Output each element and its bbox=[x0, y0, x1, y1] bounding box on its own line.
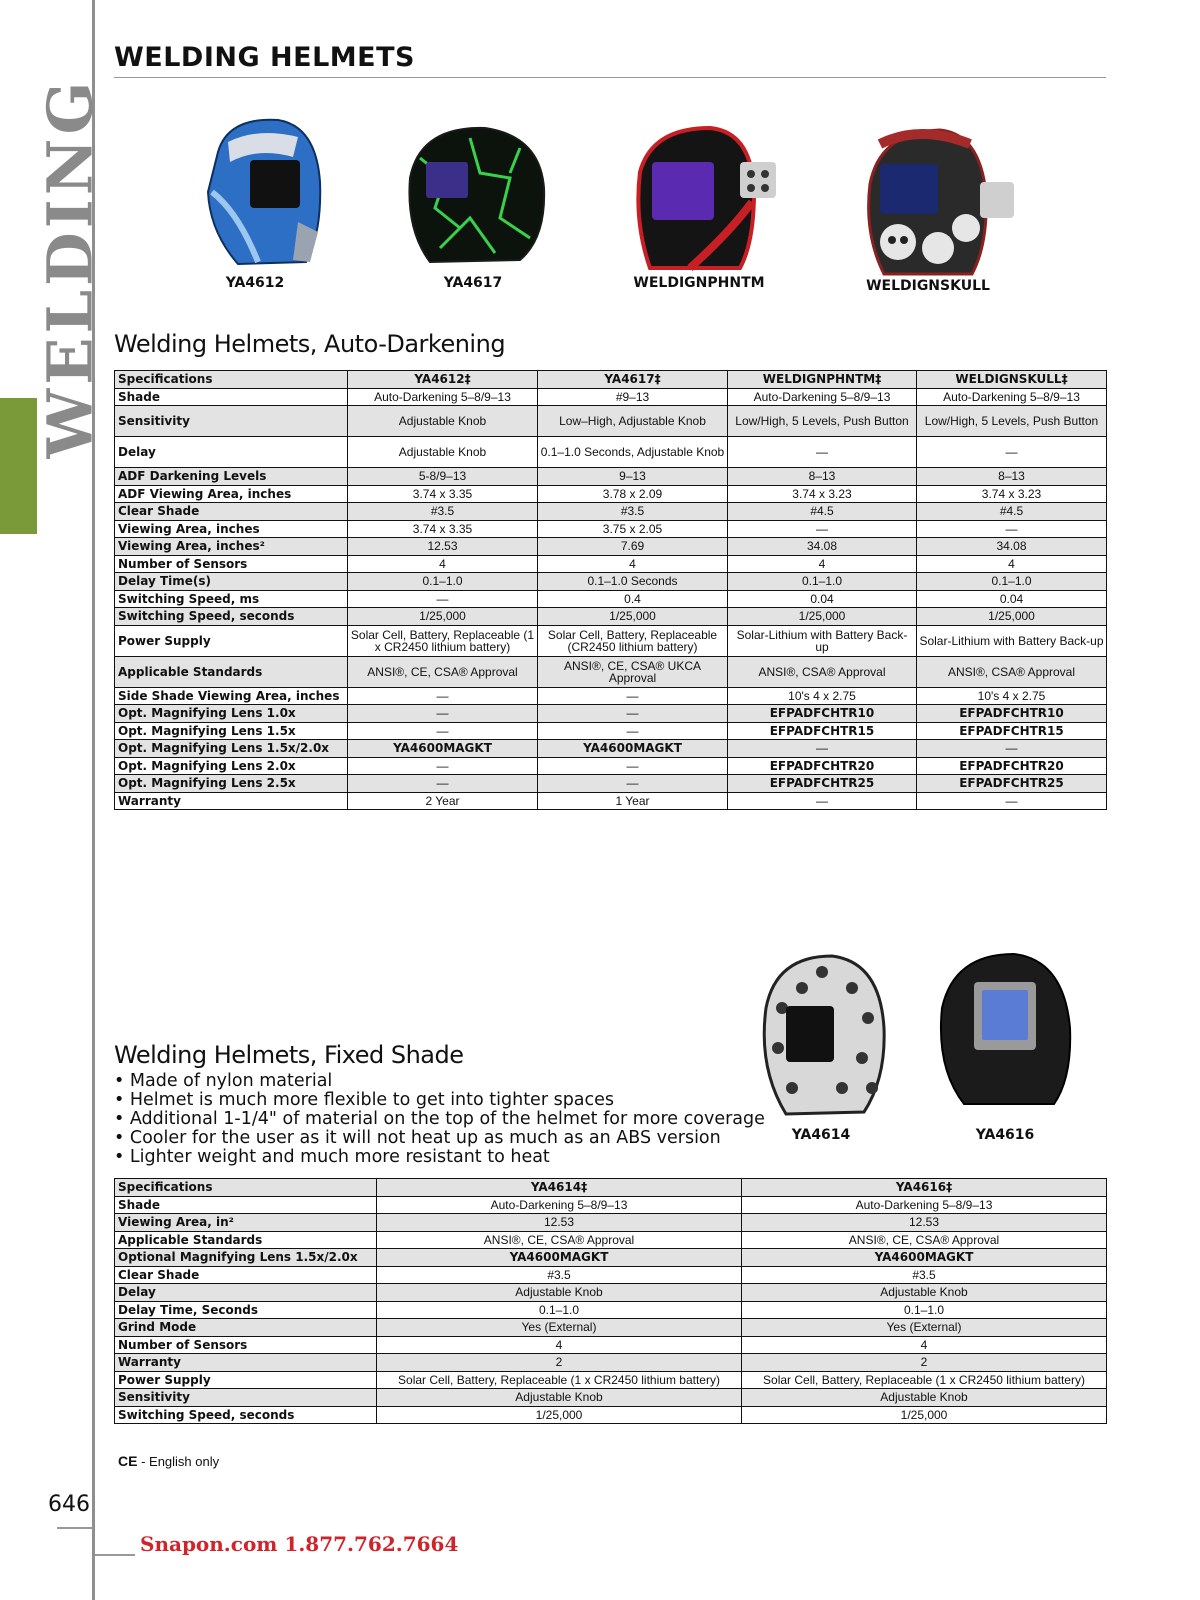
table-cell: Auto-Darkening 5–8/9–13 bbox=[348, 388, 538, 406]
table-cell: 34.08 bbox=[917, 538, 1107, 556]
table-cell: — bbox=[348, 705, 538, 723]
table-cell: 10's 4 x 2.75 bbox=[728, 687, 917, 705]
row-label-cell: Viewing Area, in² bbox=[115, 1214, 377, 1232]
table-cell: 4 bbox=[742, 1336, 1107, 1354]
table-cell: 1/25,000 bbox=[742, 1406, 1107, 1424]
table-header-cell: Specifications bbox=[115, 1179, 377, 1197]
table-cell: 0.1–1.0 bbox=[728, 573, 917, 591]
feature-bullet: • Additional 1-1/4" of material on the top of the helmet for more coverage bbox=[114, 1109, 765, 1129]
table-header-cell: YA4616‡ bbox=[742, 1179, 1107, 1197]
table-header-cell: YA4614‡ bbox=[377, 1179, 742, 1197]
table-cell: 0.1–1.0 bbox=[377, 1301, 742, 1319]
table-cell: Solar Cell, Battery, Replaceable (1 x CR2450 lithium battery) bbox=[377, 1371, 742, 1389]
row-label-cell: Shade bbox=[115, 1196, 377, 1214]
table-cell: 1/25,000 bbox=[538, 608, 728, 626]
page-number: 646 bbox=[48, 1492, 90, 1517]
table-cell: EFPADFCHTR20 bbox=[728, 757, 917, 775]
row-label-cell: Power Supply bbox=[115, 625, 348, 656]
table-cell: Solar Cell, Battery, Replaceable (1 x CR2450 lithium battery) bbox=[348, 625, 538, 656]
table-cell: — bbox=[538, 757, 728, 775]
row-label-cell: Clear Shade bbox=[115, 1266, 377, 1284]
table-cell: 12.53 bbox=[377, 1214, 742, 1232]
table-row bbox=[115, 573, 1107, 591]
table-cell: Low/High, 5 Levels, Push Button bbox=[917, 406, 1107, 437]
table-cell: — bbox=[917, 520, 1107, 538]
table-cell: 1/25,000 bbox=[728, 608, 917, 626]
table-row bbox=[115, 485, 1107, 503]
table-row bbox=[115, 437, 1107, 468]
row-label-cell: Delay Time(s) bbox=[115, 573, 348, 591]
table-cell: 0.04 bbox=[917, 590, 1107, 608]
table-cell: 10's 4 x 2.75 bbox=[917, 687, 1107, 705]
row-label-cell: Power Supply bbox=[115, 1371, 377, 1389]
row-label-cell: Sensitivity bbox=[115, 406, 348, 437]
table-cell: — bbox=[538, 722, 728, 740]
table-row bbox=[115, 792, 1107, 810]
table-cell: #3.5 bbox=[377, 1266, 742, 1284]
footer-rule bbox=[95, 1554, 135, 1556]
table-row bbox=[115, 555, 1107, 573]
table-cell: — bbox=[917, 437, 1107, 468]
table-row bbox=[115, 388, 1107, 406]
table-cell: — bbox=[728, 740, 917, 758]
table-cell: 0.1–1.0 Seconds, Adjustable Knob bbox=[538, 437, 728, 468]
row-label-cell: Sensitivity bbox=[115, 1389, 377, 1407]
row-label-cell: ADF Viewing Area, inches bbox=[115, 485, 348, 503]
table-cell: 4 bbox=[348, 555, 538, 573]
table-row bbox=[115, 757, 1107, 775]
table-row bbox=[115, 1249, 1107, 1267]
row-label-cell: Viewing Area, inches² bbox=[115, 538, 348, 556]
feature-bullet: • Made of nylon material bbox=[114, 1071, 333, 1091]
table-cell: — bbox=[728, 792, 917, 810]
helmet-label: YA4614 bbox=[791, 1127, 851, 1143]
table-cell: Adjustable Knob bbox=[377, 1284, 742, 1302]
table-row bbox=[115, 1284, 1107, 1302]
row-label-cell: Viewing Area, inches bbox=[115, 520, 348, 538]
table-cell: 3.74 x 3.35 bbox=[348, 520, 538, 538]
auto-darkening-spec-table bbox=[114, 370, 1107, 810]
table-cell: 1 Year bbox=[538, 792, 728, 810]
row-label-cell: Warranty bbox=[115, 792, 348, 810]
table-row bbox=[115, 1354, 1107, 1372]
table-cell: Solar Cell, Battery, Replaceable (1 x CR2450 lithium battery) bbox=[742, 1371, 1107, 1389]
row-label-cell: Applicable Standards bbox=[115, 656, 348, 687]
table-cell: ANSI®, CSA® Approval bbox=[728, 656, 917, 687]
table-cell: #4.5 bbox=[917, 503, 1107, 521]
table-cell: 0.1–1.0 Seconds bbox=[538, 573, 728, 591]
table-row bbox=[115, 1266, 1107, 1284]
table-cell: Auto-Darkening 5–8/9–13 bbox=[728, 388, 917, 406]
table-cell: 3.74 x 3.23 bbox=[917, 485, 1107, 503]
table-cell: ANSI®, CE, CSA® Approval bbox=[377, 1231, 742, 1249]
helmet-label: YA4612 bbox=[225, 275, 285, 291]
row-label-cell: Delay Time, Seconds bbox=[115, 1301, 377, 1319]
table-cell: 2 bbox=[377, 1354, 742, 1372]
footnote bbox=[118, 1453, 219, 1469]
table-cell: EFPADFCHTR25 bbox=[728, 775, 917, 793]
table-header-cell: YA4612‡ bbox=[348, 371, 538, 389]
table-cell: Yes (External) bbox=[742, 1319, 1107, 1337]
table-cell: EFPADFCHTR25 bbox=[917, 775, 1107, 793]
row-label-cell: Number of Sensors bbox=[115, 555, 348, 573]
table-cell: 4 bbox=[917, 555, 1107, 573]
table-header-cell: YA4617‡ bbox=[538, 371, 728, 389]
table-cell: Solar Cell, Battery, Replaceable (CR2450 lithium battery) bbox=[538, 625, 728, 656]
table-cell: EFPADFCHTR10 bbox=[728, 705, 917, 723]
row-label-cell: Switching Speed, seconds bbox=[115, 1406, 377, 1424]
table-cell: Adjustable Knob bbox=[377, 1389, 742, 1407]
table-header-cell: WELDIGNPHNTM‡ bbox=[728, 371, 917, 389]
helmet-label: WELDIGNSKULL bbox=[866, 278, 990, 294]
table-cell: 0.1–1.0 bbox=[742, 1301, 1107, 1319]
table-cell: 34.08 bbox=[728, 538, 917, 556]
footer-contact: Snapon.com 1.877.762.7664 bbox=[140, 1532, 459, 1556]
table-row bbox=[115, 705, 1107, 723]
row-label-cell: Delay bbox=[115, 1284, 377, 1302]
table-cell: ANSI®, CE, CSA® UKCA Approval bbox=[538, 656, 728, 687]
table-header-row bbox=[115, 371, 1107, 389]
table-row bbox=[115, 740, 1107, 758]
table-cell: #3.5 bbox=[348, 503, 538, 521]
table-cell: YA4600MAGKT bbox=[377, 1249, 742, 1267]
table-cell: 0.4 bbox=[538, 590, 728, 608]
page-title: WELDING HELMETS bbox=[114, 42, 415, 73]
table-cell: — bbox=[917, 740, 1107, 758]
table-cell: 2 Year bbox=[348, 792, 538, 810]
table-cell: 4 bbox=[377, 1336, 742, 1354]
table-cell: YA4600MAGKT bbox=[742, 1249, 1107, 1267]
table-row bbox=[115, 722, 1107, 740]
row-label-cell: Side Shade Viewing Area, inches bbox=[115, 687, 348, 705]
table-row bbox=[115, 1196, 1107, 1214]
table-row bbox=[115, 625, 1107, 656]
table-cell: Adjustable Knob bbox=[742, 1389, 1107, 1407]
page-number-rule bbox=[57, 1527, 93, 1529]
ce-mark-icon: CE bbox=[118, 1453, 138, 1469]
feature-bullet: • Lighter weight and much more resistant to heat bbox=[114, 1147, 550, 1167]
table-row bbox=[115, 1214, 1107, 1232]
row-label-cell: Opt. Magnifying Lens 1.0x bbox=[115, 705, 348, 723]
table-cell: — bbox=[348, 722, 538, 740]
row-label-cell: Switching Speed, seconds bbox=[115, 608, 348, 626]
table-cell: EFPADFCHTR20 bbox=[917, 757, 1107, 775]
row-label-cell: Applicable Standards bbox=[115, 1231, 377, 1249]
row-label-cell: Warranty bbox=[115, 1354, 377, 1372]
table-cell: 0.04 bbox=[728, 590, 917, 608]
table-row bbox=[115, 1336, 1107, 1354]
table-row bbox=[115, 1406, 1107, 1424]
row-label-cell: Shade bbox=[115, 388, 348, 406]
feature-bullet-list bbox=[114, 1072, 765, 1167]
table-cell: EFPADFCHTR15 bbox=[917, 722, 1107, 740]
table-row bbox=[115, 1389, 1107, 1407]
table-cell: 3.74 x 3.23 bbox=[728, 485, 917, 503]
table-cell: Low–High, Adjustable Knob bbox=[538, 406, 728, 437]
table-row bbox=[115, 687, 1107, 705]
row-label-cell: Opt. Magnifying Lens 1.5x/2.0x bbox=[115, 740, 348, 758]
table-header-row bbox=[115, 1179, 1107, 1197]
blue-graphic-helmet-icon bbox=[198, 112, 328, 272]
table-cell: 0.1–1.0 bbox=[917, 573, 1107, 591]
helmet-label: YA4616 bbox=[975, 1127, 1035, 1143]
section-side-label: WELDING bbox=[33, 77, 107, 459]
table-header-cell: Specifications bbox=[115, 371, 348, 389]
table-cell: 8–13 bbox=[728, 468, 917, 486]
table-cell: 12.53 bbox=[742, 1214, 1107, 1232]
row-label-cell: Opt. Magnifying Lens 2.0x bbox=[115, 757, 348, 775]
table-cell: Adjustable Knob bbox=[348, 437, 538, 468]
table-cell: #9–13 bbox=[538, 388, 728, 406]
table-cell: 5-8/9–13 bbox=[348, 468, 538, 486]
table-row bbox=[115, 406, 1107, 437]
table-row bbox=[115, 656, 1107, 687]
table-cell: — bbox=[917, 792, 1107, 810]
table-row bbox=[115, 1301, 1107, 1319]
table-cell: ANSI®, CE, CSA® Approval bbox=[742, 1231, 1107, 1249]
table-row bbox=[115, 1319, 1107, 1337]
table-row bbox=[115, 590, 1107, 608]
skull-helmet-icon bbox=[860, 124, 1020, 280]
table-cell: #4.5 bbox=[728, 503, 917, 521]
table-row bbox=[115, 520, 1107, 538]
row-label-cell: Grind Mode bbox=[115, 1319, 377, 1337]
row-label-cell: Opt. Magnifying Lens 1.5x bbox=[115, 722, 348, 740]
table-cell: Auto-Darkening 5–8/9–13 bbox=[917, 388, 1107, 406]
table-cell: — bbox=[538, 705, 728, 723]
table-cell: 2 bbox=[742, 1354, 1107, 1372]
table-cell: YA4600MAGKT bbox=[538, 740, 728, 758]
table-cell: Solar-Lithium with Battery Back-up bbox=[917, 625, 1107, 656]
table-cell: — bbox=[728, 437, 917, 468]
table-cell: 9–13 bbox=[538, 468, 728, 486]
row-label-cell: Opt. Magnifying Lens 2.5x bbox=[115, 775, 348, 793]
table-cell: #3.5 bbox=[742, 1266, 1107, 1284]
table-row bbox=[115, 775, 1107, 793]
table-cell: 12.53 bbox=[348, 538, 538, 556]
table-cell: 4 bbox=[728, 555, 917, 573]
table-cell: #3.5 bbox=[538, 503, 728, 521]
row-label-cell: Switching Speed, ms bbox=[115, 590, 348, 608]
table-row bbox=[115, 503, 1107, 521]
table-cell: — bbox=[348, 775, 538, 793]
row-label-cell: Number of Sensors bbox=[115, 1336, 377, 1354]
table-cell: Adjustable Knob bbox=[742, 1284, 1107, 1302]
table-cell: ANSI®, CE, CSA® Approval bbox=[348, 656, 538, 687]
fixed-shade-spec-table bbox=[114, 1178, 1107, 1424]
row-label-cell: Delay bbox=[115, 437, 348, 468]
table-cell: YA4600MAGKT bbox=[348, 740, 538, 758]
table-cell: Yes (External) bbox=[377, 1319, 742, 1337]
table-cell: Adjustable Knob bbox=[348, 406, 538, 437]
table-cell: EFPADFCHTR10 bbox=[917, 705, 1107, 723]
table-cell: Solar-Lithium with Battery Back-up bbox=[728, 625, 917, 656]
table-cell: 8–13 bbox=[917, 468, 1107, 486]
section-title-fixed-shade: Welding Helmets, Fixed Shade bbox=[114, 1041, 464, 1069]
helmet-label: WELDIGNPHNTM bbox=[633, 275, 765, 291]
table-cell: — bbox=[538, 775, 728, 793]
feature-bullet: • Cooler for the user as it will not heat up as much as an ABS version bbox=[114, 1128, 721, 1148]
title-divider bbox=[114, 77, 1106, 78]
table-cell: — bbox=[348, 687, 538, 705]
table-cell: — bbox=[348, 757, 538, 775]
table-cell: 1/25,000 bbox=[917, 608, 1107, 626]
feature-bullet: • Helmet is much more flexible to get into tighter spaces bbox=[114, 1090, 615, 1110]
table-cell: — bbox=[728, 520, 917, 538]
table-row bbox=[115, 538, 1107, 556]
row-label-cell: ADF Darkening Levels bbox=[115, 468, 348, 486]
row-label-cell: Optional Magnifying Lens 1.5x/2.0x bbox=[115, 1249, 377, 1267]
table-header-cell: WELDIGNSKULL‡ bbox=[917, 371, 1107, 389]
table-cell: 1/25,000 bbox=[348, 608, 538, 626]
table-cell: 0.1–1.0 bbox=[348, 573, 538, 591]
table-row bbox=[115, 608, 1107, 626]
row-label-cell: Clear Shade bbox=[115, 503, 348, 521]
table-cell: — bbox=[538, 687, 728, 705]
black-helmet-icon bbox=[930, 948, 1080, 1108]
helmet-label: YA4617 bbox=[443, 275, 503, 291]
section-color-tab bbox=[0, 398, 37, 534]
table-cell: 3.78 x 2.09 bbox=[538, 485, 728, 503]
table-cell: 3.74 x 3.35 bbox=[348, 485, 538, 503]
table-cell: Auto-Darkening 5–8/9–13 bbox=[377, 1196, 742, 1214]
table-cell: Auto-Darkening 5–8/9–13 bbox=[742, 1196, 1107, 1214]
green-lightning-helmet-icon bbox=[400, 118, 550, 268]
table-cell: Low/High, 5 Levels, Push Button bbox=[728, 406, 917, 437]
table-row bbox=[115, 468, 1107, 486]
table-cell: 1/25,000 bbox=[377, 1406, 742, 1424]
table-cell: 3.75 x 2.05 bbox=[538, 520, 728, 538]
table-cell: EFPADFCHTR15 bbox=[728, 722, 917, 740]
table-row bbox=[115, 1231, 1107, 1249]
black-red-helmet-icon bbox=[630, 122, 780, 272]
table-cell: ANSI®, CSA® Approval bbox=[917, 656, 1107, 687]
table-cell: 4 bbox=[538, 555, 728, 573]
table-cell: 7.69 bbox=[538, 538, 728, 556]
footnote-text: - English only bbox=[141, 1454, 220, 1469]
skull-print-helmet-icon bbox=[752, 948, 892, 1118]
table-row bbox=[115, 1371, 1107, 1389]
section-title-auto-darkening: Welding Helmets, Auto-Darkening bbox=[114, 330, 506, 358]
table-cell: — bbox=[348, 590, 538, 608]
